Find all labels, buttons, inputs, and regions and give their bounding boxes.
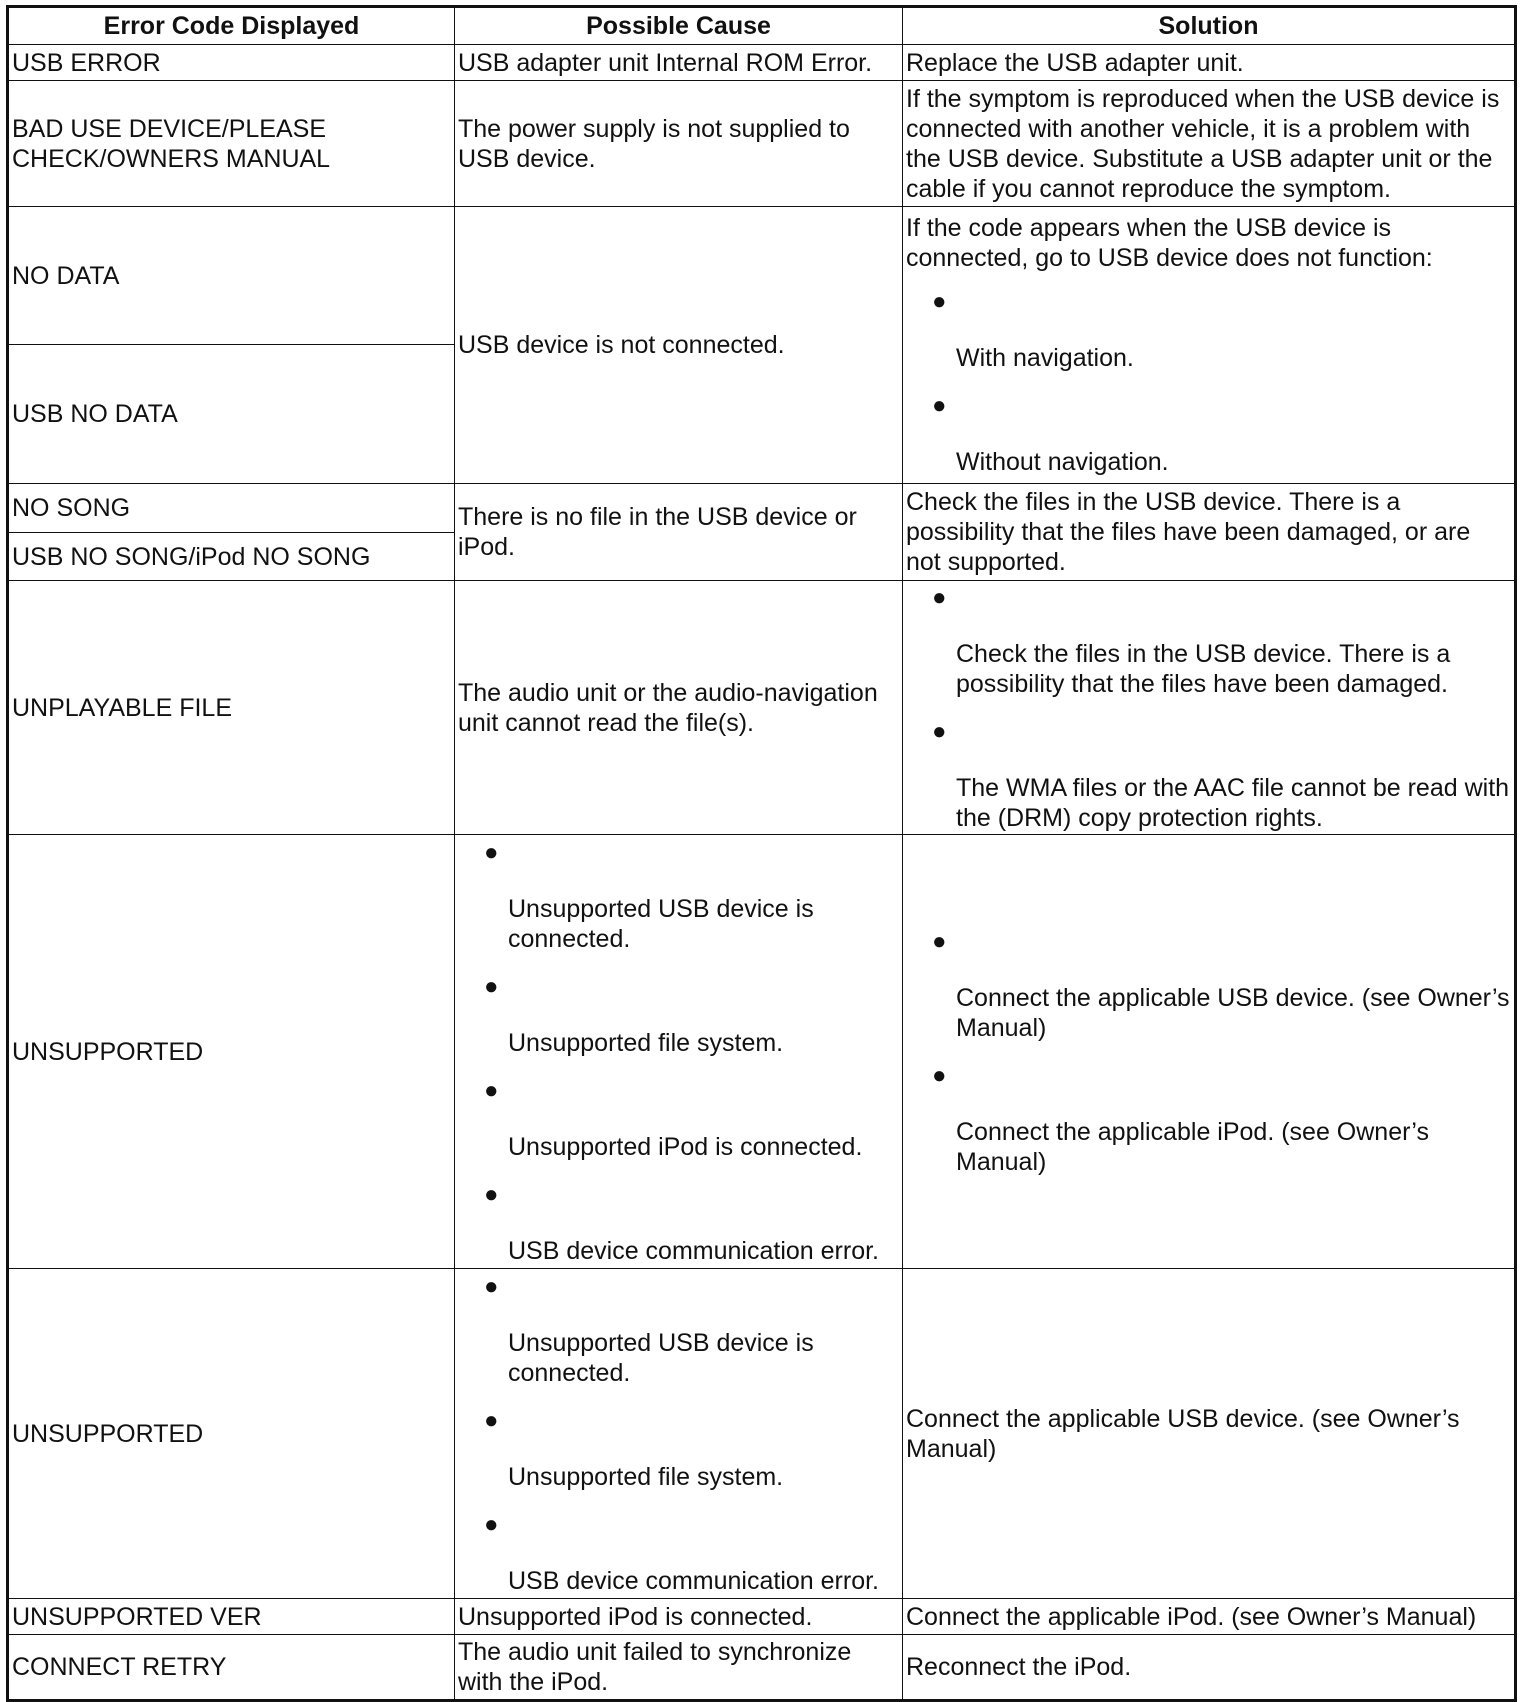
bullet-icon: ● [484,1076,499,1104]
bullet-text: Without navigation. [956,448,1169,476]
table-row [8,45,1516,81]
header-row [8,7,1516,45]
solution-cell: Connect the applicable USB device. (see Owner’s Manual) [903,1269,1516,1599]
bullet-text: Unsupported USB device is connected. [508,1328,814,1387]
error-code-cell: BAD USE DEVICE/PLEASE CHECK/OWNERS MANUAL [8,81,455,207]
solution-cell [903,835,1516,1269]
bullet-icon: ● [932,392,947,419]
table-row [8,581,1516,835]
bullet-item [458,1272,898,1388]
bullet-item [906,927,1510,1043]
bullet-item [458,838,898,954]
cause-cell: USB device is not connected. [455,207,903,484]
bullet-text: Connect the applicable iPod. (see Owner’s Manual) [956,1117,1429,1176]
cause-cell [455,1269,903,1599]
bullet-item [906,1061,1510,1177]
bullet-item [458,1076,898,1162]
bullet-text: Check the files in the USB device. There is a possibility that the files have been damaged. [956,639,1451,698]
error-code-table [6,5,1517,1702]
table-row [8,1635,1516,1701]
cause-cell: USB adapter unit Internal ROM Error. [455,45,903,81]
cause-cell: The audio unit failed to synchronize with the iPod. [455,1635,903,1701]
error-code-cell: USB ERROR [8,45,455,81]
bullet-text: Unsupported iPod is connected. [508,1132,863,1161]
error-code-cell: USB NO SONG/iPod NO SONG [8,533,455,581]
bullet-text: Unsupported file system. [508,1028,784,1057]
bullet-icon: ● [484,1510,499,1538]
bullet-icon: ● [932,717,947,745]
bullet-item [906,583,1510,699]
bullet-item [458,972,898,1058]
bullet-text: The WMA files or the AAC file cannot be read with the (DRM) copy protection rights. [956,773,1510,832]
header-possible-cause: Possible Cause [455,7,903,45]
bullet-item [906,391,1510,477]
error-code-cell: NO DATA [8,207,455,345]
bullet-icon: ● [484,1180,499,1208]
table-row [8,1269,1516,1599]
bullet-text: Unsupported USB device is connected. [508,894,814,953]
cause-cell: There is no file in the USB device or iPod. [455,484,903,581]
error-code-cell: USB NO DATA [8,345,455,484]
bullet-icon: ● [484,1272,499,1300]
error-code-cell: UNSUPPORTED [8,1269,455,1599]
solution-cell [903,581,1516,835]
bullet-icon: ● [932,288,947,315]
cause-cell: The audio unit or the audio-navigation unit cannot read the file(s). [455,581,903,835]
solution-cell: Connect the applicable iPod. (see Owner’s Manual) [903,1599,1516,1635]
error-code-cell: CONNECT RETRY [8,1635,455,1701]
table-row [8,207,1516,345]
bullet-icon: ● [932,927,947,955]
table-row [8,484,1516,533]
bullet-text: USB device communication error. [508,1236,879,1265]
error-code-cell: UNSUPPORTED VER [8,1599,455,1635]
header-solution: Solution [903,7,1516,45]
table-row [8,1599,1516,1635]
solution-cell [903,207,1516,484]
bullet-text: With navigation. [956,344,1134,372]
bullet-text: USB device communication error. [508,1566,879,1595]
solution-intro: If the code appears when the USB device is connected, go to USB device does not function: [906,214,1433,272]
solution-cell: If the symptom is reproduced when the USB device is connected with another vehicle, it is a problem with the USB device. Substitute a USB adapter unit or the cable if you cannot reproduce the symptom. [903,81,1516,207]
bullet-icon: ● [484,972,499,1000]
bullet-text: Connect the applicable USB device. (see Owner’s Manual) [956,983,1510,1042]
bullet-icon: ● [932,1061,947,1089]
table-row [8,835,1516,1269]
bullet-icon: ● [484,1406,499,1434]
error-code-cell: UNPLAYABLE FILE [8,581,455,835]
solution-cell: Check the files in the USB device. There is a possibility that the files have been damaged, or are not supported. [903,484,1516,581]
table-row [8,81,1516,207]
solution-cell: Replace the USB adapter unit. [903,45,1516,81]
solution-cell: Reconnect the iPod. [903,1635,1516,1701]
error-code-cell: NO SONG [8,484,455,533]
bullet-item [906,287,1510,373]
bullet-item [458,1180,898,1266]
cause-cell [455,835,903,1269]
error-code-cell: UNSUPPORTED [8,835,455,1269]
cause-cell: Unsupported iPod is connected. [455,1599,903,1635]
cause-cell: The power supply is not supplied to USB device. [455,81,903,207]
bullet-item [458,1406,898,1492]
header-error-code: Error Code Displayed [8,7,455,45]
bullet-text: Unsupported file system. [508,1462,784,1491]
bullet-item [458,1510,898,1596]
bullet-item [906,717,1510,833]
bullet-icon: ● [932,583,947,611]
bullet-icon: ● [484,838,499,866]
